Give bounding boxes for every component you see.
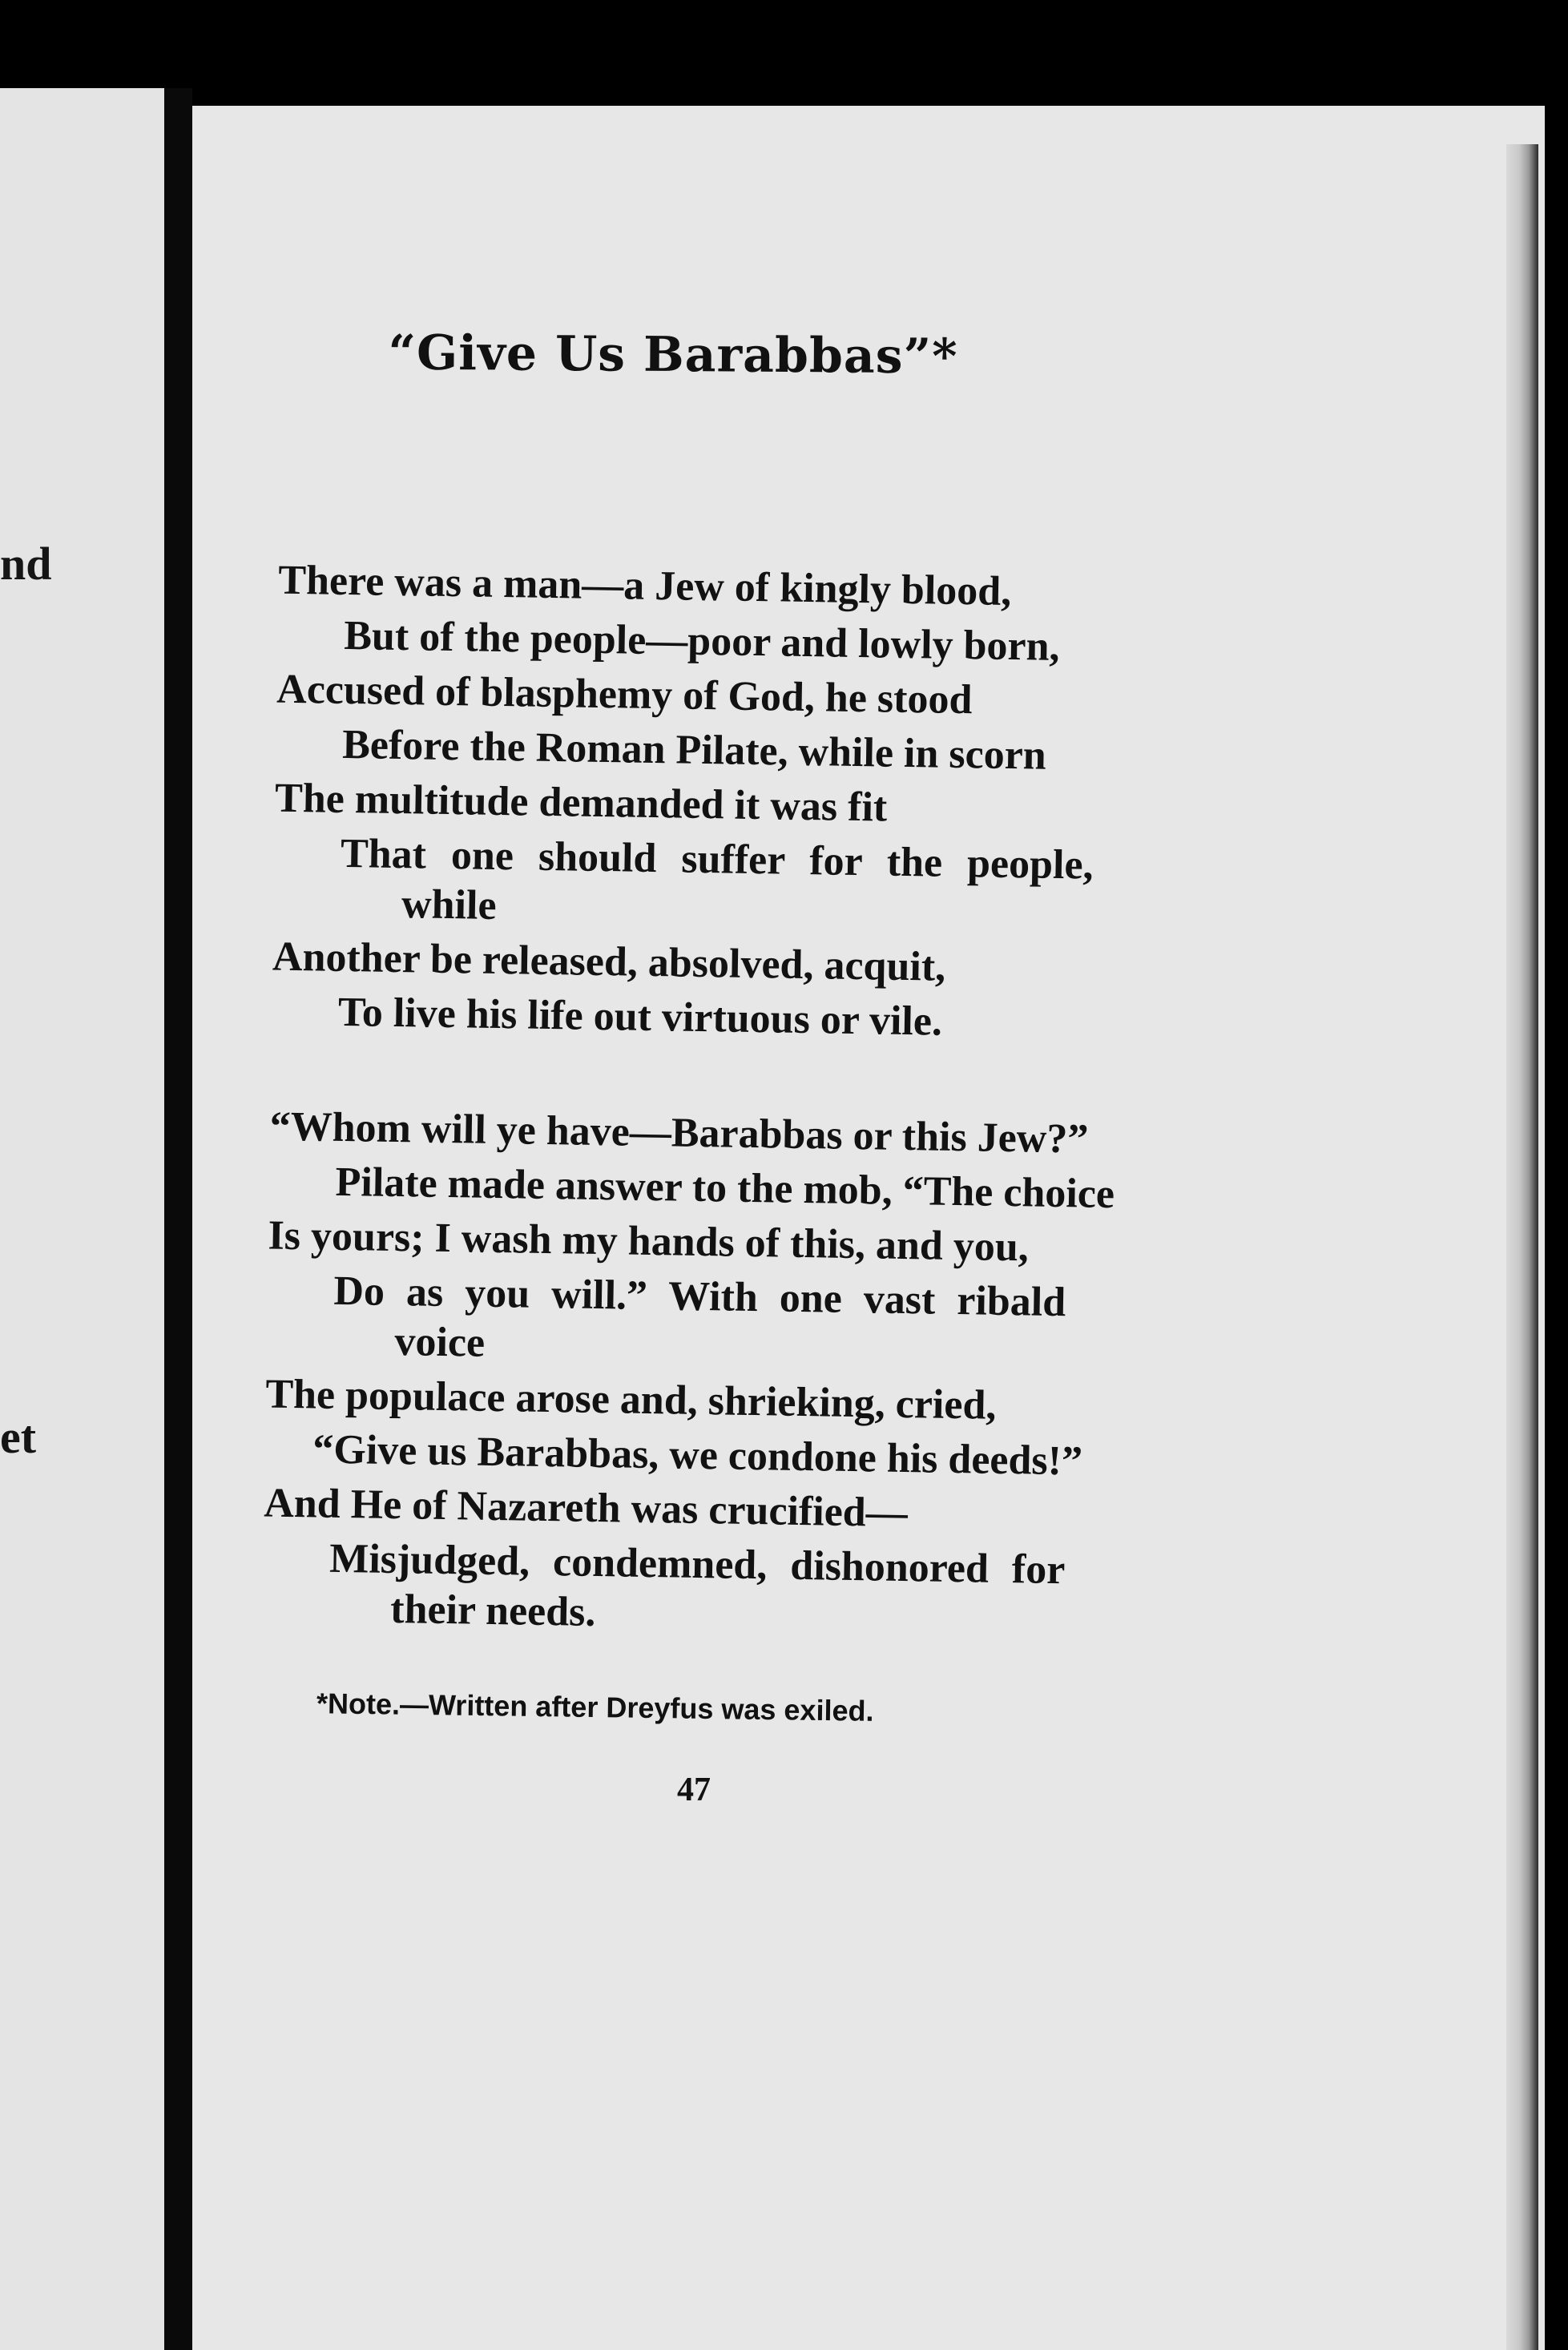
poem-line: voice: [394, 1319, 486, 1366]
poem-line: Another be released, absolved, acquit,: [272, 933, 946, 990]
previous-page-text-fragment: nd: [0, 538, 52, 590]
previous-page: [0, 88, 164, 2350]
page-number: 47: [677, 1772, 711, 1808]
poem-line: And He of Nazareth was crucified—: [263, 1480, 909, 1537]
poem-line: “Give us Barabbas, we condone his deeds!”: [312, 1426, 1083, 1485]
poem-line: “Whom will ye have—Barabbas or this Jew?”: [269, 1103, 1089, 1163]
poem-line: Do as you will.” With one vast ribald: [333, 1268, 1066, 1326]
poem-line: Before the Roman Pilate, while in scorn: [341, 721, 1047, 779]
poem-line: There was a man—a Jew of kingly blood,: [277, 557, 1012, 615]
poem-line: Pilate made answer to the mob, “The choice: [335, 1159, 1115, 1218]
poem-line: That one should suffer for the people,: [340, 830, 1094, 889]
poem-line: To live his life out virtuous or vile.: [337, 989, 943, 1045]
poem-line: Is yours; I wash my hands of this, and you,: [268, 1212, 1030, 1271]
poem-line: The populace arose and, shrieking, cried,: [265, 1371, 997, 1429]
book-gutter: [164, 88, 192, 2350]
poem-line: their needs.: [389, 1586, 596, 1635]
poem-line: Misjudged, condemned, dishonored for: [329, 1535, 1066, 1594]
poem-line: Accused of blasphemy of God, he stood: [276, 666, 973, 724]
poem-line: But of the people—poor and lowly born,: [343, 612, 1060, 670]
poem-line: The multitude demanded it was fit: [274, 775, 888, 831]
previous-page-text-fragment: et: [0, 1411, 37, 1463]
poem-line: while: [401, 881, 497, 929]
poem-title: “Give Us Barabbas”*: [388, 324, 958, 385]
footnote: *Note.—Written after Dreyfus was exiled.: [316, 1687, 874, 1727]
page-edge-shadow: [1506, 144, 1538, 2350]
